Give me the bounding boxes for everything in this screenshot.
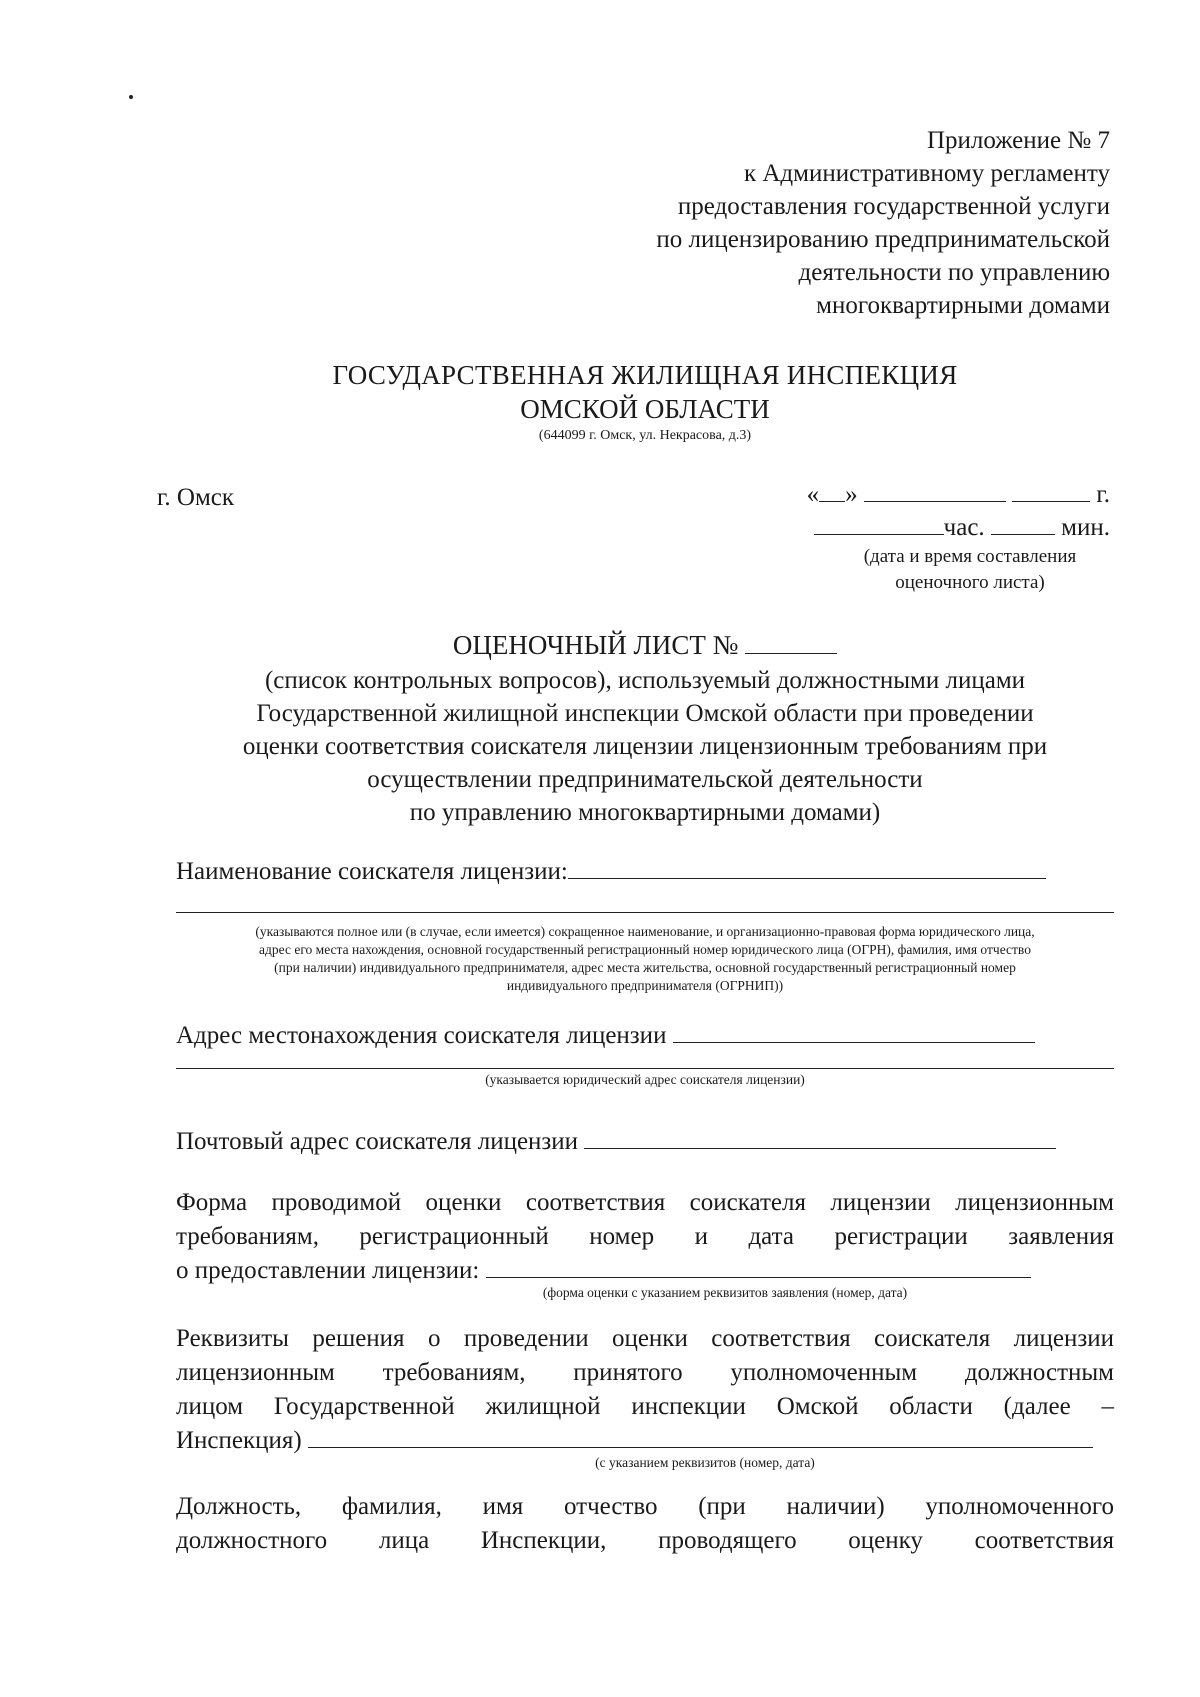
assessment-form-blank[interactable] <box>486 1276 1031 1278</box>
applicant-name-blank-2[interactable] <box>176 912 1114 913</box>
title-subtitle: (список контрольных вопросов), используемый должностными лицами Государственной жилищной инспекции Омской области при проведении оценки соответствия соискателя лицензии лицензионным требованиям при осуществлении предпринимательской деятельности по управлению многоквартирными домами) <box>242 667 1048 826</box>
assessment-form-note: (форма оценки с указанием реквизитов заявления (номер, дата) <box>542 1285 908 1300</box>
annex-line: предоставления государственной услуги <box>677 193 1110 220</box>
date-time-block <box>807 478 1110 596</box>
decision-note: (с указанием реквизитов (номер, дата) <box>595 1455 815 1470</box>
location-label: Адрес местонахождения соискателя лицензии <box>176 1022 667 1049</box>
annex-line: многоквартирными домами <box>816 292 1110 319</box>
annex-line: Приложение № 7 <box>926 127 1110 154</box>
title-main: ОЦЕНОЧНЫЙ ЛИСТ № <box>0 630 1200 661</box>
annex-line: деятельности по управлению <box>798 259 1110 286</box>
location-blank-2[interactable] <box>176 1068 1114 1069</box>
official-field: Должность, фамилия, имя отчество (при наличии) уполномоченного должностного лица Инспекции, проводящего оценку соответствия <box>176 1493 1114 1554</box>
decision-blank[interactable] <box>308 1446 1093 1448</box>
assessment-form-field: Форма проводимой оценки соответствия соискателя лицензии лицензионным требованиям, регистрационный номер и дата регистрации заявления о предоставлении лицензии: (форма оценки с указанием реквизитов заявления (номер, дата) <box>176 1189 1114 1300</box>
annex-header <box>656 124 1110 322</box>
agency-address: (644099 г. Омск, ул. Некрасова, д.3) <box>538 428 752 443</box>
applicant-name-blank[interactable] <box>568 877 1046 879</box>
hour-blank[interactable] <box>814 533 944 535</box>
year-blank[interactable] <box>1012 500 1090 502</box>
postal-blank[interactable] <box>584 1147 1056 1149</box>
applicant-name-note: (указываются полное или (в случае, если имеется) сокращенное наименование, и организационно-правовая форма юридического лица, адрес его места нахождения, основной государственный регистрационный номер юридического лица (ОГРН), фамилия, имя отчество (при наличии) индивидуального предпринимателя, адрес места жительства, основной государственный регистрационный номер индивидуального предпринимателя (ОГРНИП)) <box>255 924 1035 993</box>
date-line: « » г. <box>806 481 1110 508</box>
decision-field: Реквизиты решения о проведении оценки соответствия соискателя лицензии лицензионным требованиям, принятого уполномоченным должностным лицом Государственной жилищной инспекции Омской области (далее – Инспекция) (с указанием реквизитов (номер, дата) <box>176 1325 1114 1470</box>
applicant-name-field <box>176 858 1114 995</box>
location-field <box>176 1022 1114 1089</box>
location-blank[interactable] <box>673 1041 1035 1043</box>
place-of-issue: г. Омск <box>157 484 235 511</box>
sheet-number-blank[interactable] <box>745 652 837 654</box>
date-time-note: (дата и время составления оценочного листа) <box>863 546 1077 593</box>
agency-name-line2: ОМСКОЙ ОБЛАСТИ <box>520 394 770 424</box>
stray-dot <box>129 95 133 99</box>
applicant-name-label: Наименование соискателя лицензии: <box>176 858 568 885</box>
postal-field <box>176 1128 1114 1156</box>
day-blank[interactable] <box>819 500 845 502</box>
postal-label: Почтовый адрес соискателя лицензии <box>176 1128 579 1155</box>
location-note: (указывается юридический адрес соискателя лицензии) <box>485 1072 805 1087</box>
annex-line: по лицензированию предпринимательской <box>656 226 1110 253</box>
time-line: час. мин. <box>807 511 1110 544</box>
minute-blank[interactable] <box>991 533 1055 535</box>
month-blank[interactable] <box>864 500 1006 502</box>
agency-name-line1: ГОСУДАРСТВЕННАЯ ЖИЛИЩНАЯ ИНСПЕКЦИЯ <box>332 360 958 390</box>
annex-line: к Административному регламенту <box>743 160 1110 187</box>
